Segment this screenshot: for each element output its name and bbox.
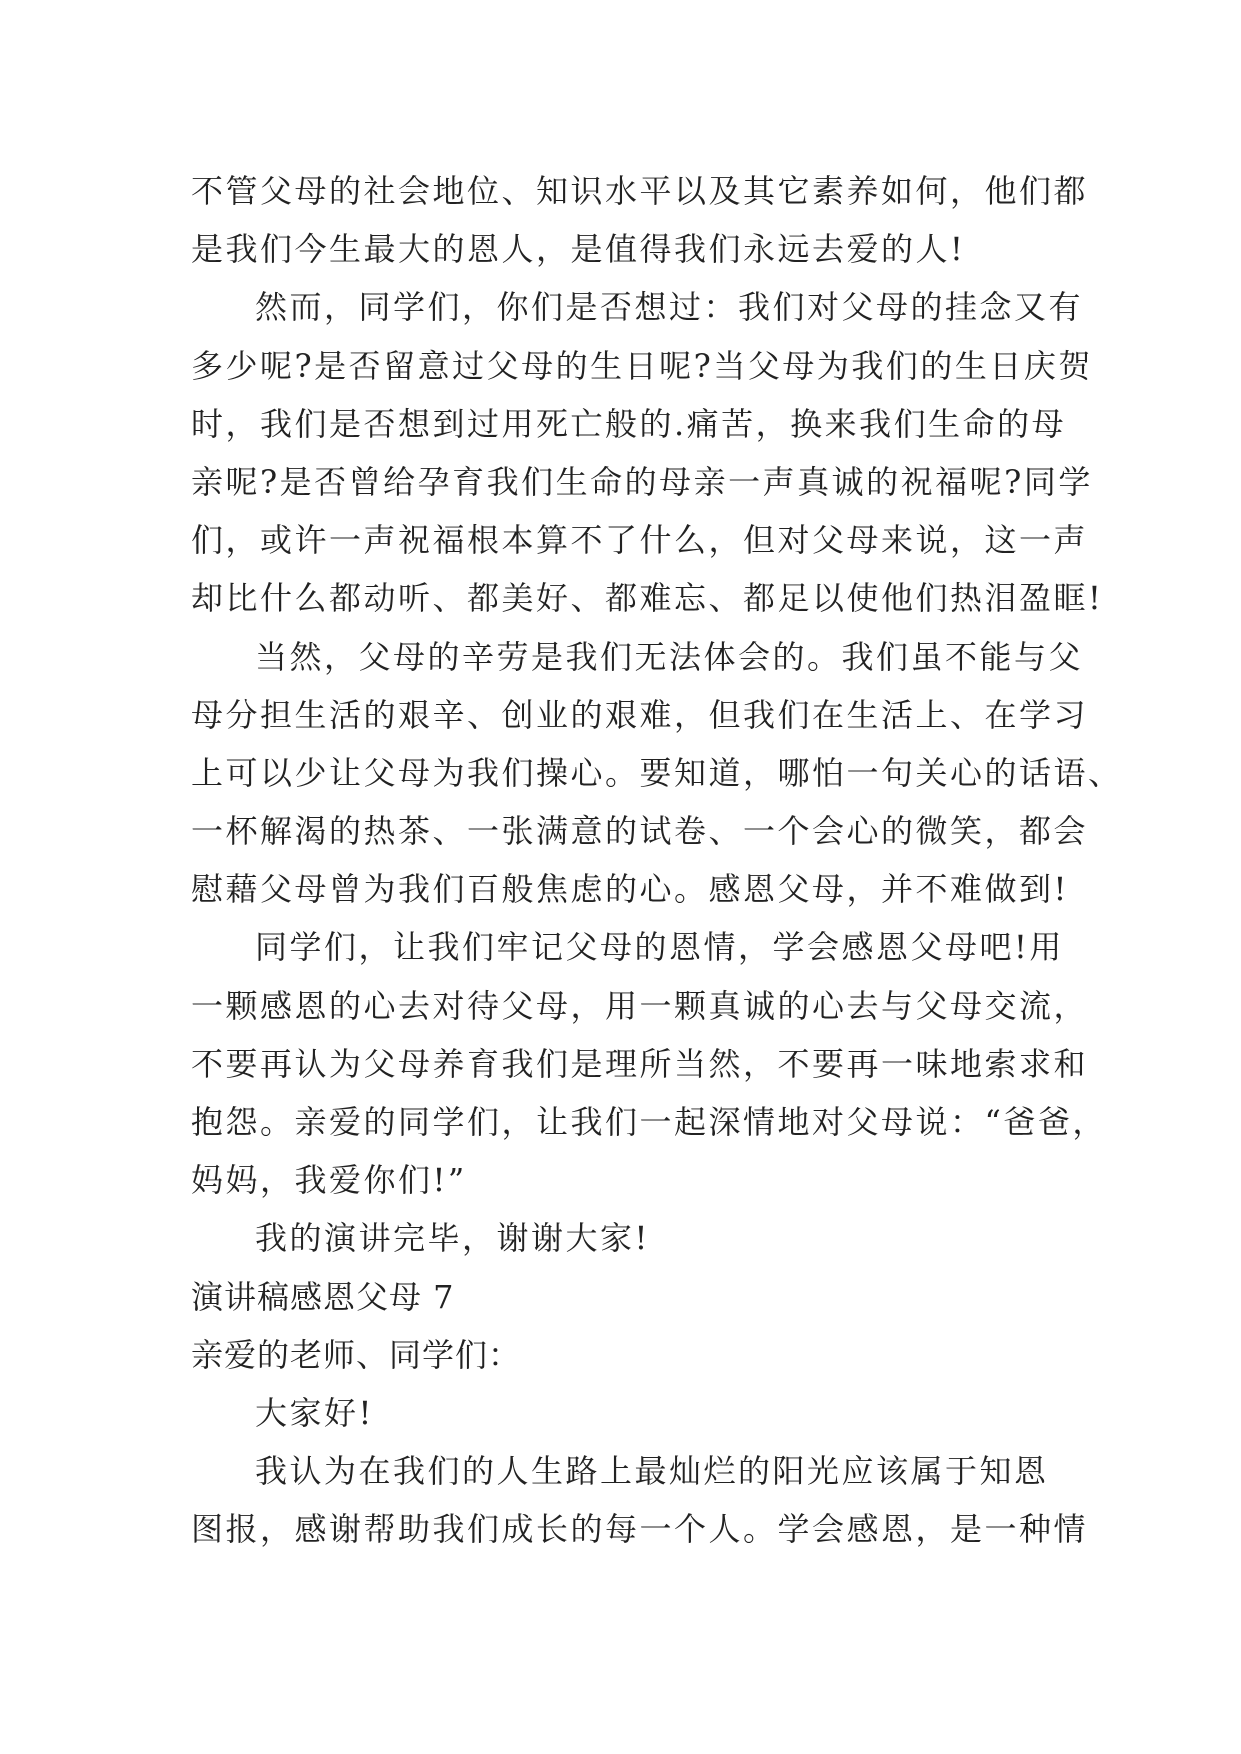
paragraph-line: 一杯解渴的热茶、一张满意的试卷、一个会心的微笑，都会: [191, 812, 1089, 851]
paragraph-line: 不要再认为父母养育我们是理所当然，不要再一味地索求和: [191, 1044, 1089, 1083]
paragraph-line: 图报，感谢帮助我们成长的每一个人。学会感恩，是一种情: [191, 1510, 1089, 1549]
paragraph-line: 不管父母的社会地位、知识水平以及其它素养如何，他们都: [191, 172, 1089, 210]
document-body: [191, 162, 1123, 1559]
paragraph-line: 然而，同学们，你们是否想过：我们对父母的挂念又有: [255, 288, 1084, 327]
paragraph-line: 亲呢?是否曾给孕育我们生命的母亲一声真诚的祝福呢?同学: [191, 462, 1093, 501]
paragraph-line: 一颗感恩的心去对待父母，用一颗真诚的心去与父母交流，: [191, 986, 1089, 1025]
paragraph-line: 是我们今生最大的恩人，是值得我们永远去爱的人!: [191, 230, 966, 269]
paragraph-line: 慰藉父母曾为我们百般焦虑的心。感恩父母，并不难做到!: [191, 870, 1069, 909]
paragraph-line: 当然，父母的辛劳是我们无法体会的。我们虽不能与父: [255, 637, 1084, 676]
paragraph-line: 我认为在我们的人生路上最灿烂的阳光应该属于知恩: [255, 1452, 1049, 1491]
paragraph-line: 抱怨。亲爱的同学们，让我们一起深情地对父母说：“爸爸，: [191, 1103, 1107, 1141]
section-heading: 演讲稿感恩父母 7: [191, 1277, 455, 1316]
paragraph-line: 妈妈，我爱你们!”: [191, 1161, 467, 1200]
paragraph-line: 们，或许一声祝福根本算不了什么，但对父母来说，这一声: [191, 521, 1089, 560]
salutation: 亲爱的老师、同学们：: [191, 1335, 522, 1374]
paragraph-line: 母分担生活的艰辛、创业的艰难，但我们在生活上、在学习: [191, 695, 1089, 734]
paragraph-line: 却比什么都动听、都美好、都难忘、都足以使他们热泪盈眶!: [191, 579, 1104, 618]
paragraph-line: 时，我们是否想到过用死亡般的.痛苦，换来我们生命的母: [191, 404, 1067, 443]
paragraph-line: 多少呢?是否留意过父母的生日呢?当父母为我们的生日庆贺: [191, 346, 1093, 385]
greeting: 大家好!: [255, 1393, 374, 1432]
paragraph-line: 上可以少让父母为我们操心。要知道，哪怕一句关心的话语、: [191, 753, 1123, 792]
closing-line: 我的演讲完毕，谢谢大家!: [255, 1219, 650, 1258]
paragraph-line: 同学们，让我们牢记父母的恩情，学会感恩父母吧!用: [255, 928, 1064, 967]
